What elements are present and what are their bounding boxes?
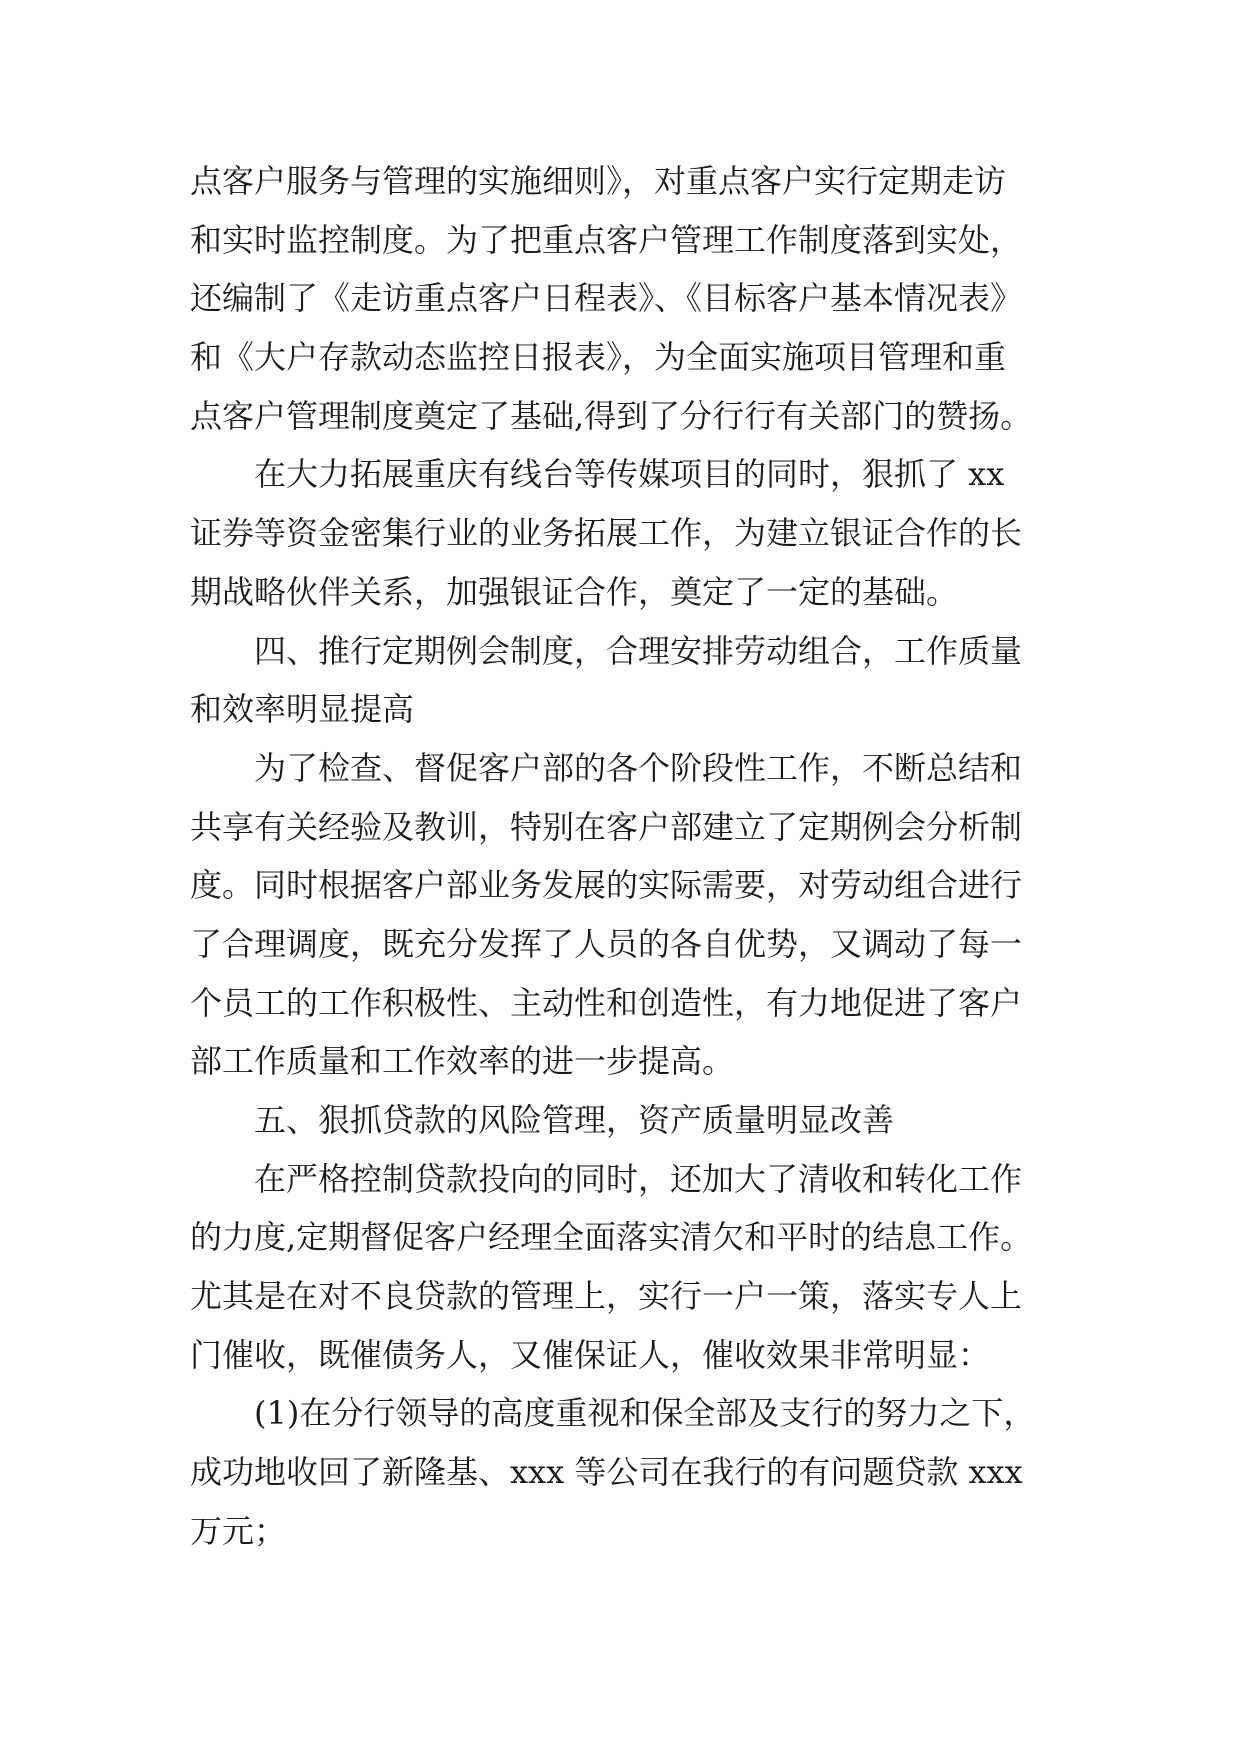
text-line: 点客户管理制度奠定了基础,得到了分行行有关部门的赞扬。 bbox=[190, 396, 1033, 435]
paragraph-start-line: 在严格控制贷款投向的同时，还加大了清收和转化工作 bbox=[254, 1159, 1023, 1198]
text-line: 和实时监控制度。为了把重点客户管理工作制度落到实处， bbox=[190, 220, 1023, 259]
section-heading-line: 四、推行定期例会制度，合理安排劳动组合，工作质量 bbox=[254, 631, 1023, 670]
text-line: 部工作质量和工作效率的进一步提高。 bbox=[190, 1042, 735, 1081]
text-line: 了合理调度，既充分发挥了人员的各自优势，又调动了每一 bbox=[190, 924, 1023, 963]
text-line: 和《大户存款动态监控日报表》，为全面实施项目管理和重 bbox=[190, 338, 1007, 377]
text-line: 还编制了《走访重点客户日程表》、《目标客户基本情况表》 bbox=[190, 279, 1023, 318]
text-line: 个员工的工作积极性、主动性和创造性，有力地促进了客户 bbox=[190, 983, 1023, 1022]
paragraph-start-line: 为了检查、督促客户部的各个阶段性工作，不断总结和 bbox=[254, 748, 1023, 787]
section-heading-line: 和效率明显提高 bbox=[190, 690, 415, 729]
text-line: 的力度,定期督促客户经理全面落实清欠和平时的结息工作。 bbox=[190, 1218, 1033, 1257]
text-line: 证券等资金密集行业的业务拓展工作，为建立银证合作的长 bbox=[190, 514, 1023, 553]
text-line: 成功地收回了新隆基、xxx 等公司在我行的有问题贷款 xxx bbox=[190, 1453, 1023, 1492]
list-item-line: (1)在分行领导的高度重视和保全部及支行的努力之下， bbox=[254, 1394, 1036, 1433]
text-line: 万元； bbox=[190, 1511, 287, 1550]
text-line: 共享有关经验及教训，特别在客户部建立了定期例会分析制 bbox=[190, 807, 1023, 846]
text-line: 点客户服务与管理的实施细则》，对重点客户实行定期走访 bbox=[190, 162, 1007, 200]
text-line: 尤其是在对不良贷款的管理上，实行一户一策，落实专人上 bbox=[190, 1277, 1023, 1316]
paragraph-start-line: 在大力拓展重庆有线台等传媒项目的同时，狠抓了 xx bbox=[254, 455, 1005, 494]
text-line: 门催收，既催债务人，又催保证人，催收效果非常明显： bbox=[190, 1335, 991, 1374]
text-line: 期战略伙伴关系，加强银证合作，奠定了一定的基础。 bbox=[190, 572, 959, 611]
section-heading-line: 五、狠抓贷款的风险管理，资产质量明显改善 bbox=[254, 1101, 895, 1139]
document-body bbox=[190, 152, 1068, 1561]
text-line: 度。同时根据客户部业务发展的实际需要，对劳动组合进行 bbox=[190, 866, 1023, 905]
